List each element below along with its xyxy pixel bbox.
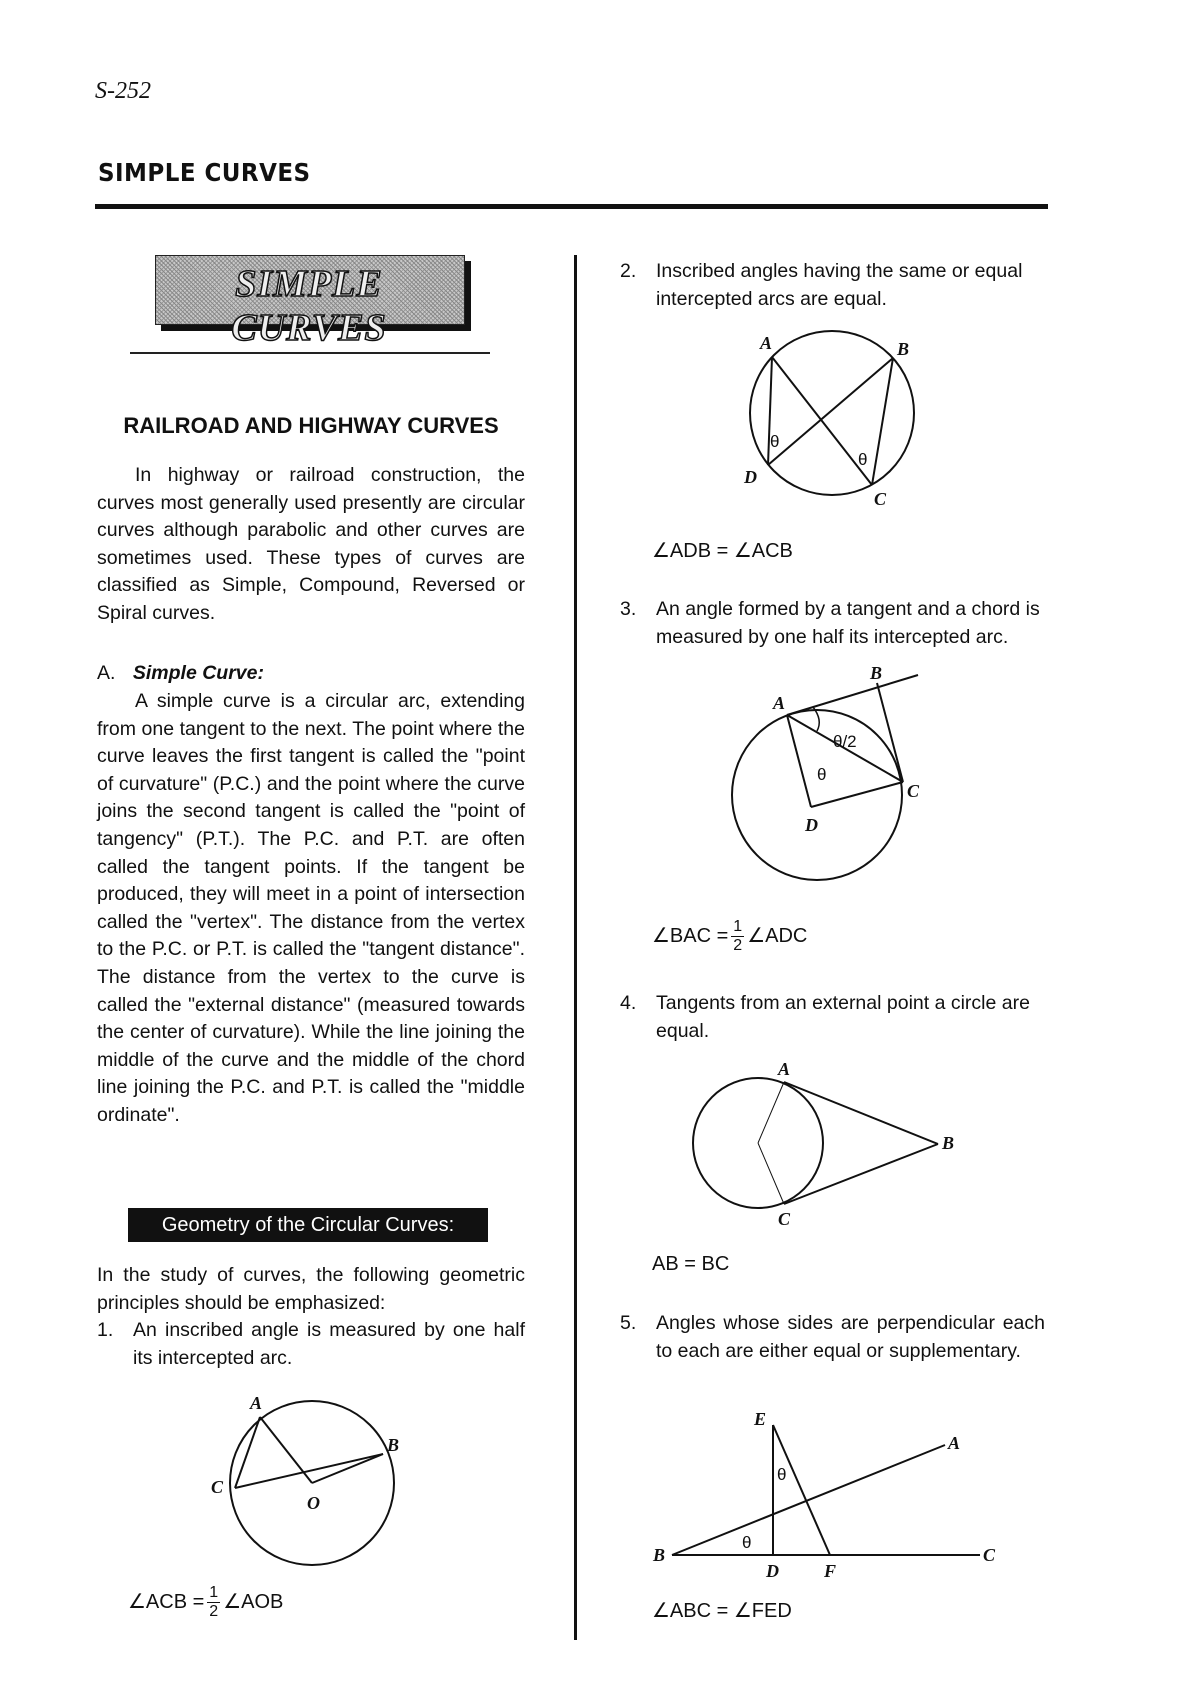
diagram-2-label-b: B (897, 339, 910, 359)
chapter-banner-text: SIMPLE CURVES (231, 263, 387, 349)
diagram-1-label-b: B (387, 1435, 400, 1455)
principle-1-eq-left: ∠ACB = (128, 1590, 205, 1613)
principle-3-eq-right: ∠ADC (747, 924, 808, 947)
diagram-5-label-c: C (983, 1545, 996, 1565)
diagrams-tangent-chord-angle (725, 665, 965, 895)
diagram-5-label-d: D (766, 1561, 779, 1581)
principle-1-frac-den: 2 (209, 1603, 219, 1620)
principle-3-eq-left: ∠BAC = (652, 924, 729, 947)
diagram-2-theta-2: θ (858, 450, 868, 469)
diagram-5-theta-2: θ (742, 1533, 752, 1552)
principle-1 (97, 1317, 525, 1372)
running-header-title: SIMPLE CURVES (98, 158, 311, 187)
principle-4-number: 4. (620, 992, 637, 1014)
principle-2-number: 2. (620, 260, 637, 282)
diagram-2-label-d: D (744, 467, 757, 487)
diagram-3-half-theta: θ/2 (833, 732, 857, 751)
principle-1-fraction (207, 1584, 220, 1621)
principle-3-frac-den: 2 (733, 937, 743, 954)
page-number: S-252 (95, 78, 151, 104)
diagram-2-label-c: C (874, 489, 887, 509)
principle-2-equation: ∠ADB = ∠ACB (652, 540, 793, 562)
diagram-external-tangents (680, 1055, 970, 1230)
principle-1-number: 1. (97, 1319, 114, 1341)
principle-3 (620, 596, 1045, 651)
diagram-5-label-e: E (754, 1409, 767, 1429)
diagram-3-label-a: A (773, 693, 786, 713)
diagram-5-label-b: B (653, 1545, 666, 1565)
simple-curve-label: A. (97, 662, 116, 684)
diagram-3-label-c: C (907, 781, 920, 801)
geometry-subhead: Geometry of the Circular Curves: (128, 1208, 488, 1242)
principle-3-fraction (731, 918, 744, 955)
diagram-equal-inscribed-angles (740, 325, 940, 510)
principle-3-number: 3. (620, 598, 637, 620)
diagram-1-label-o: O (307, 1493, 320, 1513)
principle-3-frac-num: 1 (733, 918, 743, 935)
principle-1-equation (128, 1584, 283, 1621)
principle-4-equation: AB = BC (652, 1253, 730, 1275)
diagram-4-label-b: B (942, 1133, 955, 1153)
diagram-3-label-d: D (805, 815, 818, 835)
principle-5 (620, 1310, 1045, 1365)
principle-2 (620, 258, 1045, 313)
principle-1-frac-num: 1 (209, 1584, 219, 1601)
principle-5-number: 5. (620, 1312, 637, 1334)
principle-2-text: Inscribed angles having the same or equal intercepted arcs are equal. (656, 260, 1023, 310)
diagram-inscribed-angle (195, 1385, 425, 1575)
principle-1-eq-right: ∠AOB (223, 1590, 284, 1613)
diagram-perpendicular-angles (650, 1405, 1020, 1585)
geometry-intro: In the study of curves, the following geometric principles should be emphasized: (97, 1264, 525, 1314)
simple-curve-title: Simple Curve: (132, 662, 264, 684)
header-rule (95, 204, 1048, 209)
diagram-4-label-c: C (778, 1209, 791, 1229)
principle-5-text: Angles whose sides are perpendicular each to each are either equal or supplementary. (656, 1312, 1045, 1362)
principle-4-text: Tangents from an external point a circle are equal. (656, 992, 1030, 1042)
principle-3-text: An angle formed by a tangent and a chord is measured by one half its intercepted arc. (656, 598, 1040, 648)
diagram-2-label-a: A (760, 333, 773, 353)
principle-1-text: An inscribed angle is measured by one half its intercepted arc. (133, 1319, 525, 1369)
column-divider (574, 255, 577, 1640)
simple-curve-body: A simple curve is a circular arc, extending from one tangent to the next. The point where the curve leaves the first tangent is called the "point of curvature" (P.C.) and the point where the curve joins the second tangent is called the "point of tangency" (P.T.). The P.C. and P.T. are often called the tangent points. If the tangent be produced, they will meet in a point of intersection called the "vertex". The distance from the vertex to the P.C. or P.T. is called the "tangent distance". The distance from the vertex to the curve is called the "external distance" (measured towards the center of curvature). While the line joining the middle of the curve and the middle of the chord line joining the P.C. and P.T. is called the "middle ordinate". (97, 690, 525, 1126)
diagram-4-label-a: A (778, 1059, 791, 1079)
diagram-1-label-c: C (211, 1477, 224, 1497)
principle-4 (620, 990, 1045, 1045)
diagram-5-label-f: F (824, 1561, 837, 1581)
banner-rule (130, 352, 490, 354)
principle-5-equation: ∠ABC = ∠FED (652, 1600, 792, 1622)
diagram-3-theta: θ (817, 765, 827, 784)
diagram-3-label-b: B (870, 663, 883, 683)
diagram-5-theta-1: θ (777, 1465, 787, 1484)
section-heading: RAILROAD AND HIGHWAY CURVES (123, 413, 499, 438)
simple-curve-heading (97, 660, 525, 688)
diagram-5-label-a: A (948, 1433, 961, 1453)
intro-paragraph: In highway or railroad construction, the curves most generally used presently are circular curves although parabolic and other curves are sometimes used. These types of curves are classified as Simple, Compound, Reversed or Spiral curves. (97, 464, 525, 624)
diagram-2-theta-1: θ (770, 432, 780, 451)
principle-3-equation (652, 918, 807, 955)
diagram-1-label-a: A (250, 1393, 263, 1413)
